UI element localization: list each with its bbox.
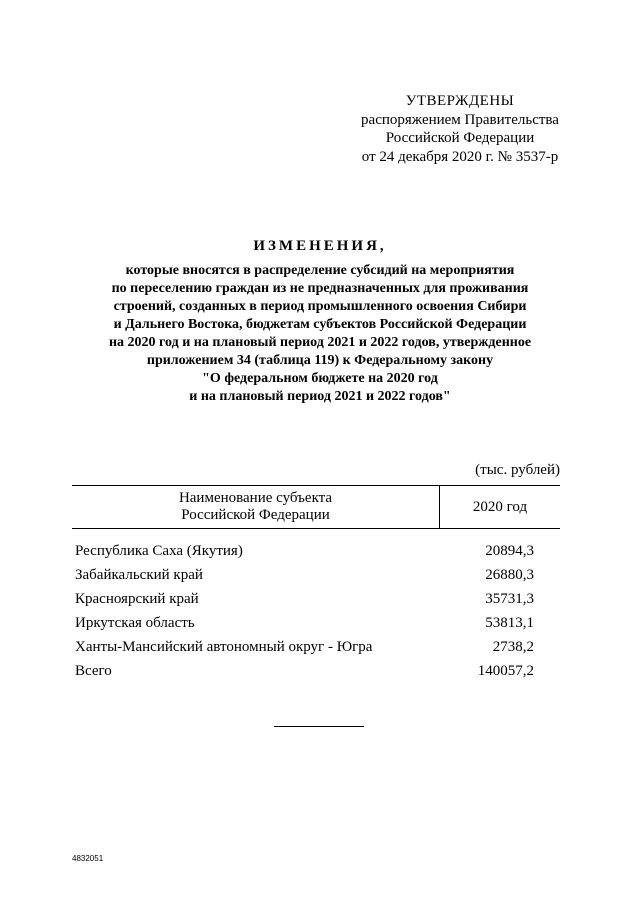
header-region-name [72, 486, 440, 528]
region-name: Республика Саха (Якутия) [75, 542, 243, 559]
header-year: 2020 год [472, 498, 528, 515]
subtitle-line: на 2020 год и на плановый период 2021 и 2022 годов, утвержденное [108, 335, 532, 350]
table-row [72, 587, 560, 611]
table-body [72, 539, 560, 683]
region-name: Ханты-Мансийский автономный округ - Югра [75, 638, 373, 655]
subsidy-table [72, 485, 560, 683]
region-name: Иркутская область [75, 614, 195, 631]
approval-line-3: от 24 декабря 2020 г. № 3537-р [361, 148, 559, 165]
region-value: 20894,3 [485, 542, 534, 559]
region-value: 2738,2 [492, 638, 534, 655]
table-header [72, 485, 560, 529]
region-value: 53813,1 [485, 614, 534, 631]
region-value: 26880,3 [485, 566, 534, 583]
header-region-line-2: Российской Федерации [181, 507, 330, 523]
document-code: 4832051 [72, 854, 104, 863]
units-label: (тыс. рублей) [475, 462, 560, 478]
region-value: 35731,3 [485, 590, 534, 607]
total-value: 140057,2 [477, 662, 534, 679]
subtitle-line: приложением 34 (таблица 119) к Федеральному закону [146, 353, 494, 368]
closing-divider [274, 726, 364, 727]
table-row [72, 611, 560, 635]
approval-line-2: Российской Федерации [385, 130, 535, 146]
document-subtitle [60, 262, 580, 406]
approval-heading: УТВЕРЖДЕНЫ [405, 93, 515, 109]
subtitle-line: и Дальнего Востока, бюджетам субъектов Российской Федерации [113, 317, 527, 332]
subtitle-line: строений, созданных в период промышленного освоения Сибири [113, 299, 527, 314]
subtitle-line: которые вносятся в распределение субсидий на мероприятия [125, 263, 515, 278]
table-row-total [72, 659, 560, 683]
total-label: Всего [75, 662, 112, 679]
document-title: ИЗМЕНЕНИЯ, [253, 238, 387, 254]
region-name: Забайкальский край [75, 566, 203, 583]
approval-block [330, 92, 590, 166]
table-row [72, 539, 560, 563]
header-region-line-1: Наименование субъекта [178, 490, 333, 506]
region-name: Красноярский край [75, 590, 199, 607]
table-row [72, 635, 560, 659]
subtitle-line: по переселению граждан из не предназначенных для проживания [111, 281, 529, 296]
table-row [72, 563, 560, 587]
subtitle-line: и на плановый период 2021 и 2022 годов" [189, 389, 451, 404]
approval-line-1: распоряжением Правительства [361, 111, 559, 128]
subtitle-line: "О федеральном бюджете на 2020 год [202, 371, 438, 386]
